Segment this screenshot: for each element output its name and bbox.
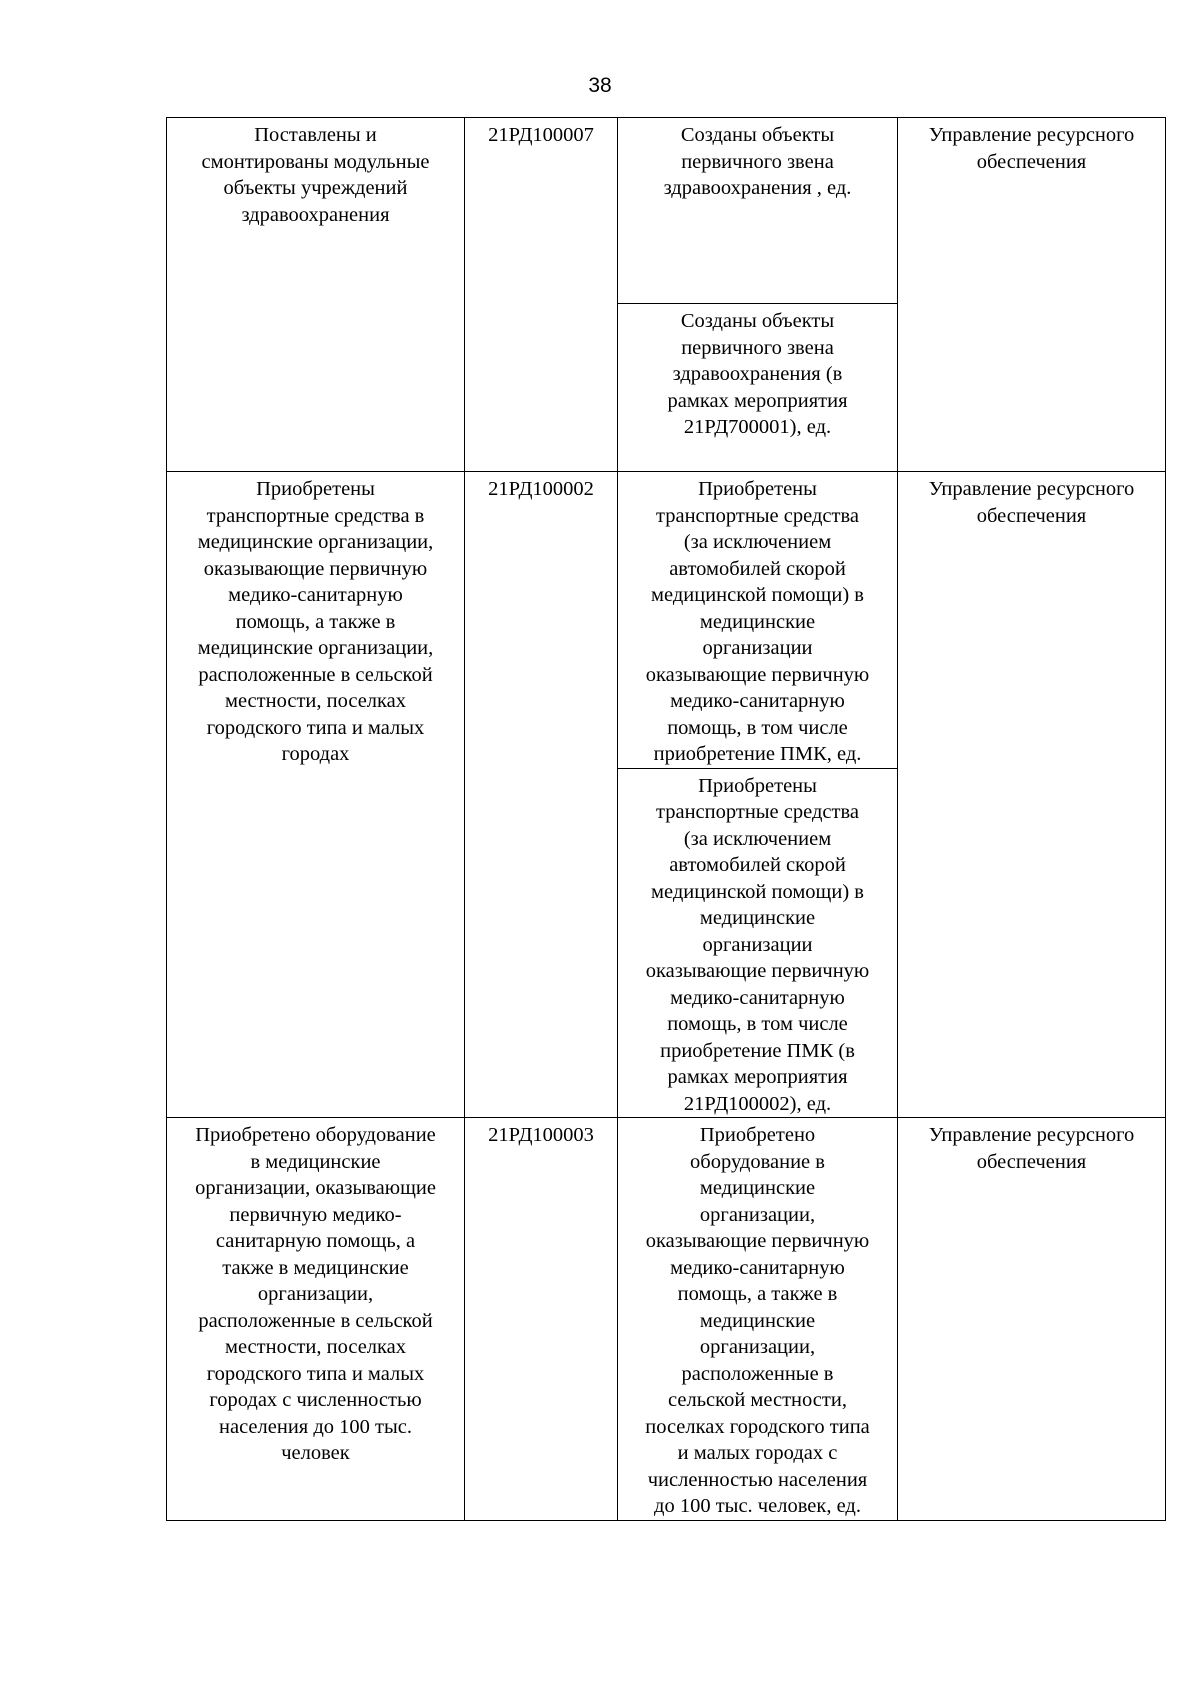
page-number: 38 [588, 74, 612, 97]
result-cell: Поставлены и смонтированы модульные объекты учреждений здравоохранения [167, 118, 465, 472]
result-cell: Приобретены транспортные средства в медицинские организации, оказывающие первичную медико-санитарную помощь, а также в медицинские организации, расположенные в сельской местности, поселках городского типа и малых городах [167, 472, 465, 1118]
results-table [166, 117, 1166, 1521]
indicator-cell: Приобретены транспортные средства (за исключением автомобилей скорой медицинской помощи) в медицинские организации оказывающие первичную медико-санитарную помощь, в том числе приобретение ПМК (в рамках мероприятия 21РД100002), ед. [618, 768, 898, 1118]
code-cell: 21РД100007 [465, 118, 618, 472]
table-row [167, 472, 1166, 769]
result-cell: Приобретено оборудование в медицинские организации, оказывающие первичную медико- санитарную помощь, а также в медицинские организации, расположенные в сельской местности, поселках городского типа и малых городах с численностью населения до 100 тыс. человек [167, 1118, 465, 1521]
code-cell: 21РД100002 [465, 472, 618, 1118]
table-row [167, 1118, 1166, 1521]
table-row [167, 118, 1166, 304]
indicator-cell: Приобретено оборудование в медицинские организации, оказывающие первичную медико-санитарную помощь, а также в медицинские организации, расположенные в сельской местности, поселках городского типа и малых городах с численностью населения до 100 тыс. человек, ед. [618, 1118, 898, 1521]
code-cell: 21РД100003 [465, 1118, 618, 1521]
indicator-cell: Созданы объекты первичного звена здравоохранения (в рамках мероприятия 21РД700001), ед. [618, 304, 898, 472]
indicator-cell: Приобретены транспортные средства (за исключением автомобилей скорой медицинской помощи) в медицинские организации оказывающие первичную медико-санитарную помощь, в том числе приобретение ПМК, ед. [618, 472, 898, 769]
responsible-cell: Управление ресурсного обеспечения [898, 1118, 1166, 1521]
indicator-cell: Созданы объекты первичного звена здравоохранения , ед. [618, 118, 898, 304]
responsible-cell: Управление ресурсного обеспечения [898, 118, 1166, 472]
responsible-cell: Управление ресурсного обеспечения [898, 472, 1166, 1118]
